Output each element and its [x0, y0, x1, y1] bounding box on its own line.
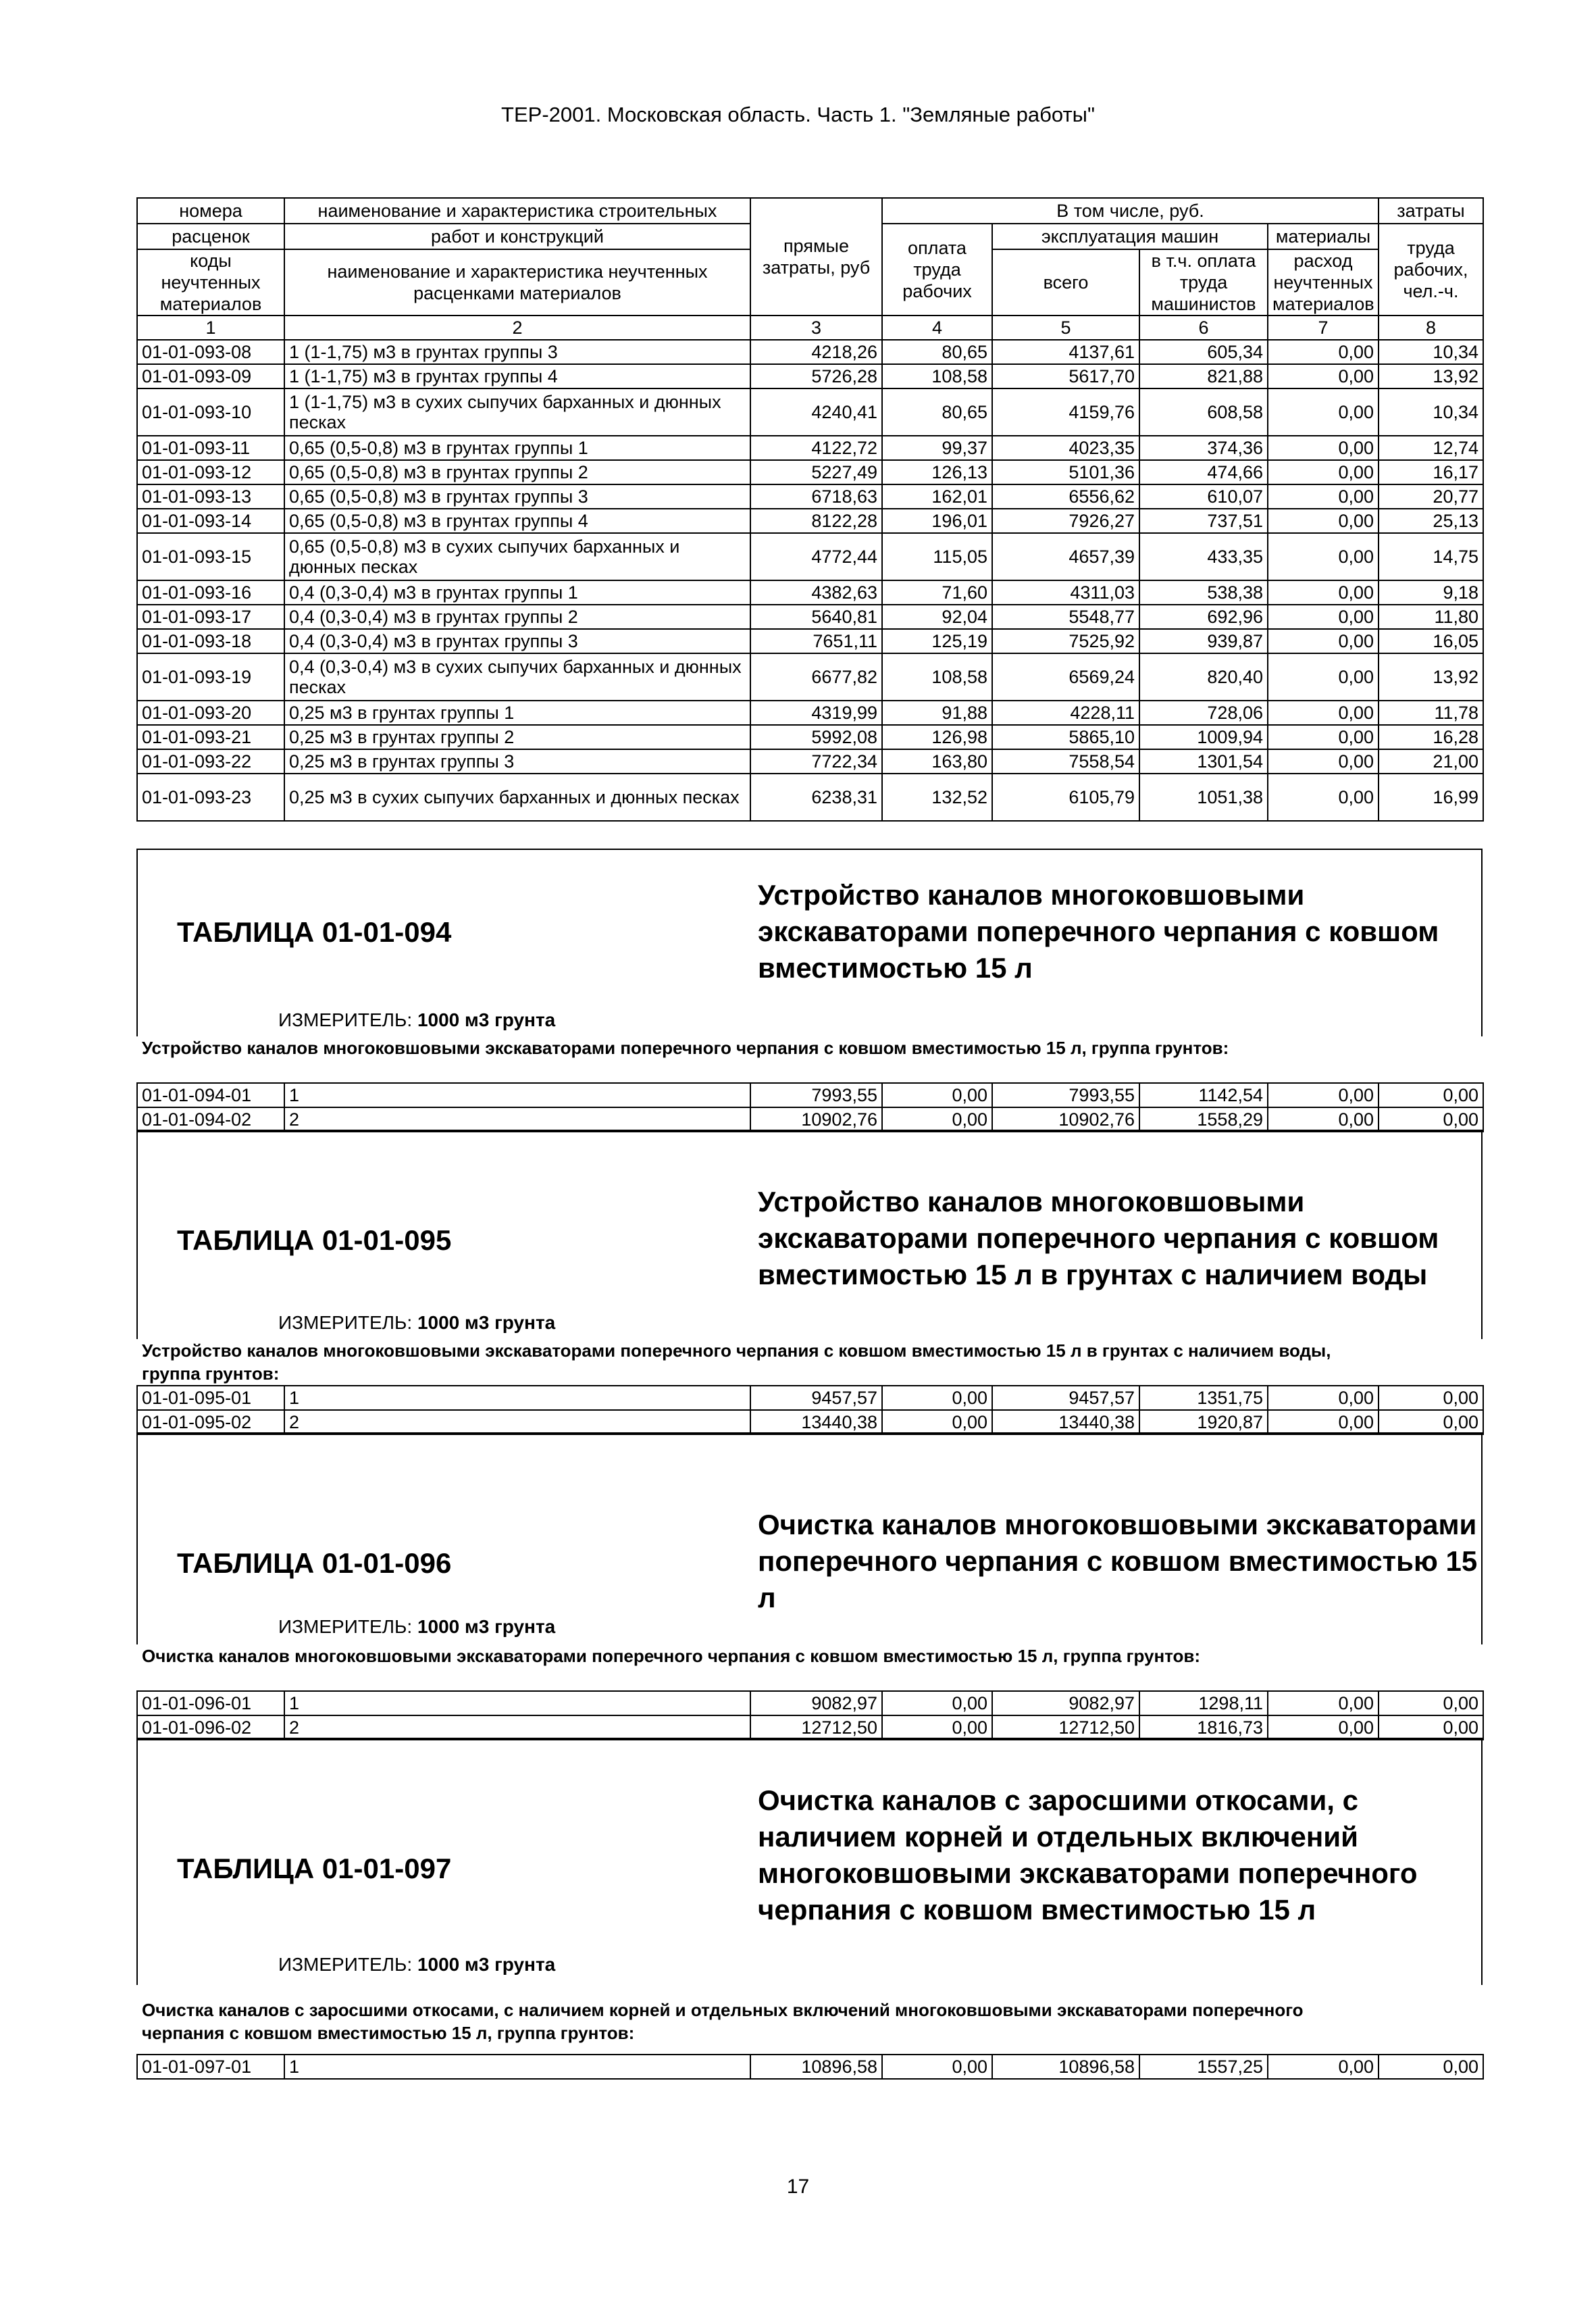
materials-cost: 0,00: [1268, 1386, 1379, 1410]
rate-code: 01-01-094-01: [137, 1083, 284, 1107]
machine-cost: 5548,77: [992, 605, 1139, 629]
labor-hours: 16,05: [1379, 629, 1483, 653]
direct-cost: 13440,38: [750, 1410, 882, 1434]
machinist-pay: 538,38: [1139, 580, 1268, 605]
materials-cost: 0,00: [1268, 653, 1379, 701]
labor-pay: 115,05: [882, 533, 992, 580]
labor-hours: 0,00: [1379, 1691, 1483, 1715]
rate-code: 01-01-093-21: [137, 725, 284, 749]
direct-cost: 6677,82: [750, 653, 882, 701]
labor-hours: 0,00: [1379, 1410, 1483, 1434]
rate-code: 01-01-095-01: [137, 1386, 284, 1410]
direct-cost: 4382,63: [750, 580, 882, 605]
machinist-pay: 1142,54: [1139, 1083, 1268, 1107]
machine-cost: 6556,62: [992, 484, 1139, 509]
rate-name: 0,4 (0,3-0,4) м3 в сухих сыпучих барханных и дюнных песках: [284, 653, 750, 701]
table-095-group-title: Устройство каналов многоковшовыми экскаваторами поперечного черпания с ковшом вместимостью 15 л в грунтах с наличием воды, группа грунтов:: [142, 1340, 1331, 1384]
materials-cost: 0,00: [1268, 460, 1379, 484]
labor-hours: 16,28: [1379, 725, 1483, 749]
table-row: [137, 2055, 1483, 2079]
table-096-measure: ИЗМЕРИТЕЛЬ: 1000 м3 грунта: [278, 1616, 556, 1637]
table-095-heading: [136, 1130, 1483, 1338]
materials-cost: 0,00: [1268, 2055, 1379, 2079]
labor-hours: 21,00: [1379, 749, 1483, 774]
labor-pay: 80,65: [882, 388, 992, 436]
machinist-pay: 1009,94: [1139, 725, 1268, 749]
rate-name: 0,65 (0,5-0,8) м3 в грунтах группы 4: [284, 509, 750, 533]
col-code-subheader: коды неучтенных материалов: [137, 249, 284, 316]
labor-hours: 0,00: [1379, 2055, 1483, 2079]
table-097-title: ТАБЛИЦА 01-01-097: [177, 1853, 452, 1884]
table-row: [137, 749, 1483, 774]
materials-cost: 0,00: [1268, 749, 1379, 774]
rate-code: 01-01-093-20: [137, 701, 284, 725]
direct-cost: 5227,49: [750, 460, 882, 484]
direct-cost: 5726,28: [750, 364, 882, 388]
machine-cost: 6569,24: [992, 653, 1139, 701]
col-number: 1: [137, 316, 284, 340]
machine-cost: 4657,39: [992, 533, 1139, 580]
table-096-group-title: Очистка каналов многоковшовыми экскаваторами поперечного черпания с ковшом вместимостью 15 л, группа грунтов:: [142, 1646, 1201, 1666]
table-094-measure: ИЗМЕРИТЕЛЬ: 1000 м3 грунта: [278, 1009, 556, 1030]
labor-pay: 80,65: [882, 340, 992, 364]
direct-cost: 4218,26: [750, 340, 882, 364]
rate-name: 0,25 м3 в сухих сыпучих барханных и дюнных песках: [284, 774, 750, 821]
machine-cost: 4023,35: [992, 436, 1139, 460]
table-095-title: ТАБЛИЦА 01-01-095: [177, 1224, 452, 1256]
rate-name: 2: [284, 1410, 750, 1434]
machine-cost: 5101,36: [992, 460, 1139, 484]
machinist-pay: 1557,25: [1139, 2055, 1268, 2079]
table-row: [137, 1715, 1483, 1740]
rate-code: 01-01-096-01: [137, 1691, 284, 1715]
rate-name: 0,4 (0,3-0,4) м3 в грунтах группы 3: [284, 629, 750, 653]
col-mat-header: материалы: [1268, 224, 1379, 249]
col-number: 8: [1379, 316, 1483, 340]
labor-hours: 13,92: [1379, 364, 1483, 388]
machinist-pay: 692,96: [1139, 605, 1268, 629]
rate-name: 0,65 (0,5-0,8) м3 в грунтах группы 1: [284, 436, 750, 460]
labor-pay: 0,00: [882, 1107, 992, 1132]
labor-pay: 126,98: [882, 725, 992, 749]
col-name-header-b: работ и конструкций: [284, 224, 750, 249]
rate-code: 01-01-096-02: [137, 1715, 284, 1740]
rate-name: 0,65 (0,5-0,8) м3 в сухих сыпучих барханных и дюнных песках: [284, 533, 750, 580]
col-direct-header: прямые затраты, руб: [750, 198, 882, 316]
machine-cost: 9457,57: [992, 1386, 1139, 1410]
rate-code: 01-01-093-22: [137, 749, 284, 774]
col-number: 3: [750, 316, 882, 340]
machinist-pay: 374,36: [1139, 436, 1268, 460]
direct-cost: 4240,41: [750, 388, 882, 436]
table-row: [137, 1386, 1483, 1410]
page-number: 17: [786, 2175, 810, 2198]
rates-table-093: [136, 197, 1484, 822]
col-labor-header-a: затраты: [1379, 198, 1483, 224]
rate-name: 0,4 (0,3-0,4) м3 в грунтах группы 1: [284, 580, 750, 605]
table-095-measure: ИЗМЕРИТЕЛЬ: 1000 м3 грунта: [278, 1312, 556, 1333]
table-row: [137, 436, 1483, 460]
col-code-header-b: расценок: [137, 224, 284, 249]
page-header: ТЕР-2001. Московская область. Часть 1. "Земляные работы": [501, 103, 1095, 126]
materials-cost: 0,00: [1268, 364, 1379, 388]
rate-name: 0,4 (0,3-0,4) м3 в грунтах группы 2: [284, 605, 750, 629]
table-row: [137, 653, 1483, 701]
rates-table-096: [136, 1690, 1484, 1740]
rate-name: 0,25 м3 в грунтах группы 3: [284, 749, 750, 774]
rates-table-095: [136, 1385, 1484, 1435]
table-row: [137, 1410, 1483, 1434]
table-row: [137, 1107, 1483, 1132]
rate-name: 0,25 м3 в грунтах группы 2: [284, 725, 750, 749]
rate-name: 1 (1-1,75) м3 в сухих сыпучих барханных и дюнных песках: [284, 388, 750, 436]
materials-cost: 0,00: [1268, 629, 1379, 653]
col-number: 6: [1139, 316, 1268, 340]
machine-cost: 5617,70: [992, 364, 1139, 388]
table-095-description: Устройство каналов многоковшовыми экскаваторами поперечного черпания с ковшом вместимостью 15 л в грунтах с наличием воды: [758, 1186, 1439, 1290]
labor-pay: 108,58: [882, 364, 992, 388]
direct-cost: 4772,44: [750, 533, 882, 580]
rate-code: 01-01-093-19: [137, 653, 284, 701]
rate-name: 1 (1-1,75) м3 в грунтах группы 4: [284, 364, 750, 388]
table-row: [137, 629, 1483, 653]
materials-cost: 0,00: [1268, 1410, 1379, 1434]
rate-code: 01-01-093-11: [137, 436, 284, 460]
rate-name: 2: [284, 1107, 750, 1132]
labor-pay: 132,52: [882, 774, 992, 821]
labor-pay: 99,37: [882, 436, 992, 460]
table-097-heading: [136, 1738, 1483, 1984]
rate-name: 0,65 (0,5-0,8) м3 в грунтах группы 2: [284, 460, 750, 484]
table-row: [137, 1691, 1483, 1715]
col-number: 7: [1268, 316, 1379, 340]
direct-cost: 4319,99: [750, 701, 882, 725]
rate-code: 01-01-093-15: [137, 533, 284, 580]
rate-code: 01-01-093-16: [137, 580, 284, 605]
table-row: [137, 533, 1483, 580]
rate-name: 1 (1-1,75) м3 в грунтах группы 3: [284, 340, 750, 364]
machinist-pay: 474,66: [1139, 460, 1268, 484]
machinist-pay: 820,40: [1139, 653, 1268, 701]
labor-hours: 16,99: [1379, 774, 1483, 821]
machinist-pay: 939,87: [1139, 629, 1268, 653]
labor-hours: 12,74: [1379, 436, 1483, 460]
materials-cost: 0,00: [1268, 533, 1379, 580]
labor-hours: 0,00: [1379, 1107, 1483, 1132]
labor-pay: 125,19: [882, 629, 992, 653]
materials-cost: 0,00: [1268, 1691, 1379, 1715]
machinist-pay: 728,06: [1139, 701, 1268, 725]
table-row: [137, 340, 1483, 364]
materials-cost: 0,00: [1268, 725, 1379, 749]
rate-code: 01-01-095-02: [137, 1410, 284, 1434]
rate-name: 0,25 м3 в грунтах группы 1: [284, 701, 750, 725]
rate-code: 01-01-093-08: [137, 340, 284, 364]
col-number: 5: [992, 316, 1139, 340]
machinist-pay: 1351,75: [1139, 1386, 1268, 1410]
rate-name: 1: [284, 1386, 750, 1410]
direct-cost: 12712,50: [750, 1715, 882, 1740]
machine-cost: 7926,27: [992, 509, 1139, 533]
direct-cost: 7651,11: [750, 629, 882, 653]
rate-name: 2: [284, 1715, 750, 1740]
direct-cost: 6238,31: [750, 774, 882, 821]
labor-pay: 162,01: [882, 484, 992, 509]
materials-cost: 0,00: [1268, 388, 1379, 436]
labor-hours: 16,17: [1379, 460, 1483, 484]
direct-cost: 10902,76: [750, 1107, 882, 1132]
rate-name: 0,65 (0,5-0,8) м3 в грунтах группы 3: [284, 484, 750, 509]
table-096-description: Очистка каналов многоковшовыми экскаваторами поперечного черпания с ковшом вместимостью 15 л: [758, 1509, 1478, 1613]
materials-cost: 0,00: [1268, 1107, 1379, 1132]
machinist-pay: 821,88: [1139, 364, 1268, 388]
machine-cost: 9082,97: [992, 1691, 1139, 1715]
rates-table-097: [136, 2054, 1484, 2080]
table-094-description: Устройство каналов многоковшовыми экскаваторами поперечного черпания с ковшом вместимостью 15 л: [758, 879, 1439, 984]
rate-code: 01-01-093-23: [137, 774, 284, 821]
table-097-group-title: Очистка каналов с заросшими откосами, с наличием корней и отдельных включений многоковшовыми экскаваторами поперечного черпания с ковшом вместимостью 15 л, группа грунтов:: [142, 2000, 1304, 2043]
table-row: [137, 605, 1483, 629]
col-number: 4: [882, 316, 992, 340]
table-094-group-title: Устройство каналов многоковшовыми экскаваторами поперечного черпания с ковшом вместимостью 15 л, группа грунтов:: [142, 1038, 1229, 1058]
rate-code: 01-01-097-01: [137, 2055, 284, 2079]
machine-cost: 7993,55: [992, 1083, 1139, 1107]
rate-code: 01-01-093-10: [137, 388, 284, 436]
table-row: [137, 580, 1483, 605]
rate-code: 01-01-093-14: [137, 509, 284, 533]
materials-cost: 0,00: [1268, 484, 1379, 509]
rate-code: 01-01-093-18: [137, 629, 284, 653]
rate-code: 01-01-093-09: [137, 364, 284, 388]
labor-hours: 0,00: [1379, 1083, 1483, 1107]
col-name-header: наименование и характеристика строительных: [284, 198, 750, 224]
rate-name: 1: [284, 1691, 750, 1715]
col-name-subheader: наименование и характеристика неучтенных расценками материалов: [284, 249, 750, 316]
labor-hours: 10,34: [1379, 340, 1483, 364]
labor-pay: 0,00: [882, 1410, 992, 1434]
table-row: [137, 774, 1483, 821]
col-pay-header: оплата труда рабочих: [882, 224, 992, 316]
labor-hours: 10,34: [1379, 388, 1483, 436]
table-097-measure: ИЗМЕРИТЕЛЬ: 1000 м3 грунта: [278, 1954, 556, 1975]
direct-cost: 8122,28: [750, 509, 882, 533]
rate-code: 01-01-093-17: [137, 605, 284, 629]
direct-cost: 5640,81: [750, 605, 882, 629]
machinist-pay: 433,35: [1139, 533, 1268, 580]
materials-cost: 0,00: [1268, 701, 1379, 725]
machine-cost: 4159,76: [992, 388, 1139, 436]
header-row-1: [137, 198, 1483, 224]
rate-code: 01-01-093-12: [137, 460, 284, 484]
table-094-title: ТАБЛИЦА 01-01-094: [177, 916, 452, 948]
labor-hours: 25,13: [1379, 509, 1483, 533]
rate-name: 1: [284, 1083, 750, 1107]
labor-hours: 11,78: [1379, 701, 1483, 725]
table-094-heading: [136, 849, 1483, 1035]
machine-cost: 10902,76: [992, 1107, 1139, 1132]
machine-cost: 4137,61: [992, 340, 1139, 364]
direct-cost: 9457,57: [750, 1386, 882, 1410]
col-labor-header: труда рабочих, чел.-ч.: [1379, 224, 1483, 316]
machine-cost: 6105,79: [992, 774, 1139, 821]
materials-cost: 0,00: [1268, 605, 1379, 629]
machine-cost: 13440,38: [992, 1410, 1139, 1434]
machine-cost: 4228,11: [992, 701, 1139, 725]
machinist-pay: 1920,87: [1139, 1410, 1268, 1434]
labor-pay: 92,04: [882, 605, 992, 629]
header-number-row: [137, 316, 1483, 340]
machine-cost: 7558,54: [992, 749, 1139, 774]
table-row: [137, 388, 1483, 436]
table-row: [137, 509, 1483, 533]
table-096-heading: [136, 1432, 1483, 1643]
table-row: [137, 460, 1483, 484]
machine-cost: 5865,10: [992, 725, 1139, 749]
machinist-pay: 610,07: [1139, 484, 1268, 509]
table-row: [137, 701, 1483, 725]
materials-cost: 0,00: [1268, 509, 1379, 533]
materials-cost: 0,00: [1268, 1083, 1379, 1107]
labor-hours: 0,00: [1379, 1715, 1483, 1740]
materials-cost: 0,00: [1268, 436, 1379, 460]
table-096-title: ТАБЛИЦА 01-01-096: [177, 1547, 452, 1579]
machinist-pay: 1301,54: [1139, 749, 1268, 774]
table-row: [137, 484, 1483, 509]
labor-pay: 126,13: [882, 460, 992, 484]
machinist-pay: 1558,29: [1139, 1107, 1268, 1132]
table-097-description: Очистка каналов с заросшими откосами, с наличием корней и отдельных включений многоковшовыми экскаваторами поперечного черпания с ковшом вместимостью 15 л: [758, 1784, 1418, 1926]
rate-code: 01-01-094-02: [137, 1107, 284, 1132]
table-row: [137, 1083, 1483, 1107]
direct-cost: 7993,55: [750, 1083, 882, 1107]
direct-cost: 5992,08: [750, 725, 882, 749]
direct-cost: 7722,34: [750, 749, 882, 774]
direct-cost: 9082,97: [750, 1691, 882, 1715]
labor-pay: 71,60: [882, 580, 992, 605]
machine-cost: 7525,92: [992, 629, 1139, 653]
col-mach-total-header: всего: [992, 249, 1139, 316]
labor-hours: 9,18: [1379, 580, 1483, 605]
labor-pay: 108,58: [882, 653, 992, 701]
labor-hours: 0,00: [1379, 1386, 1483, 1410]
direct-cost: 4122,72: [750, 436, 882, 460]
materials-cost: 0,00: [1268, 340, 1379, 364]
incl-header: В том числе, руб.: [882, 198, 1379, 224]
rate-code: 01-01-093-13: [137, 484, 284, 509]
labor-hours: 11,80: [1379, 605, 1483, 629]
machinist-pay: 608,58: [1139, 388, 1268, 436]
materials-cost: 0,00: [1268, 774, 1379, 821]
labor-pay: 0,00: [882, 1386, 992, 1410]
labor-pay: 163,80: [882, 749, 992, 774]
materials-cost: 0,00: [1268, 580, 1379, 605]
direct-cost: 10896,58: [750, 2055, 882, 2079]
machine-cost: 12712,50: [992, 1715, 1139, 1740]
labor-hours: 14,75: [1379, 533, 1483, 580]
col-mat-subheader: расход неучтенных материалов: [1268, 249, 1379, 316]
labor-pay: 0,00: [882, 2055, 992, 2079]
table-row: [137, 364, 1483, 388]
rate-name: 1: [284, 2055, 750, 2079]
machinist-pay: 1298,11: [1139, 1691, 1268, 1715]
labor-pay: 91,88: [882, 701, 992, 725]
materials-cost: 0,00: [1268, 1715, 1379, 1740]
table-row: [137, 725, 1483, 749]
col-mach-header: эксплуатация машин: [992, 224, 1268, 249]
labor-hours: 13,92: [1379, 653, 1483, 701]
machine-cost: 10896,58: [992, 2055, 1139, 2079]
col-code-header: номера: [137, 198, 284, 224]
labor-pay: 196,01: [882, 509, 992, 533]
labor-pay: 0,00: [882, 1691, 992, 1715]
col-mach-pay-header: в т.ч. оплата труда машинистов: [1139, 249, 1268, 316]
labor-hours: 20,77: [1379, 484, 1483, 509]
col-number: 2: [284, 316, 750, 340]
machinist-pay: 737,51: [1139, 509, 1268, 533]
machinist-pay: 1816,73: [1139, 1715, 1268, 1740]
labor-pay: 0,00: [882, 1083, 992, 1107]
direct-cost: 6718,63: [750, 484, 882, 509]
labor-pay: 0,00: [882, 1715, 992, 1740]
rates-table-094: [136, 1082, 1484, 1132]
machine-cost: 4311,03: [992, 580, 1139, 605]
machinist-pay: 605,34: [1139, 340, 1268, 364]
machinist-pay: 1051,38: [1139, 774, 1268, 821]
